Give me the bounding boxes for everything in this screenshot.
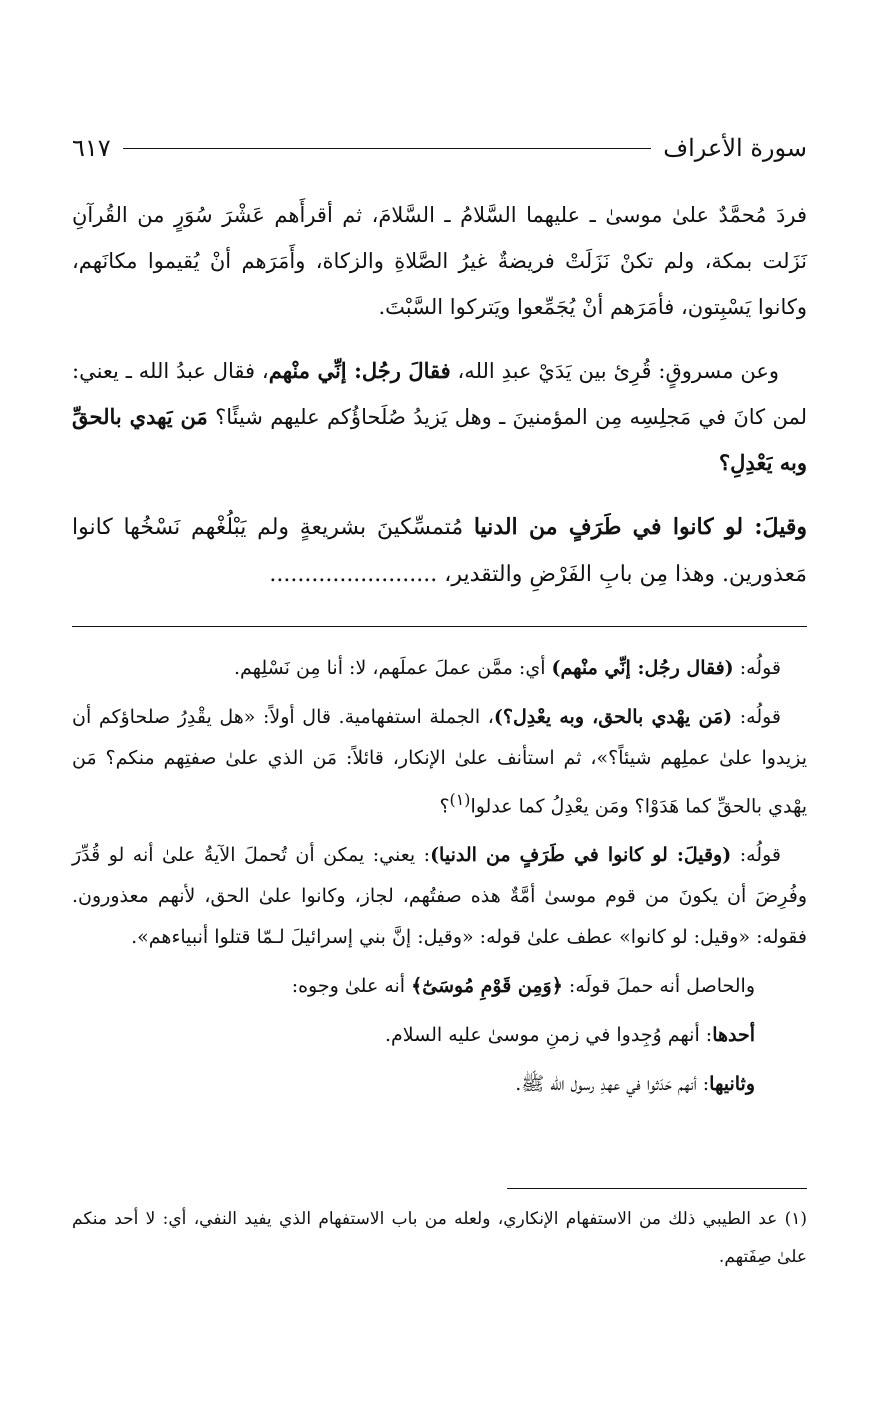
commentary-text bbox=[72, 648, 807, 1113]
commentary-2-lead: قولُه: bbox=[732, 706, 782, 728]
footnote-separator bbox=[507, 1188, 807, 1189]
header-rule bbox=[123, 148, 652, 149]
main-paragraph-3 bbox=[72, 504, 807, 598]
commentary-paragraph-2 bbox=[72, 697, 807, 827]
main-paragraph-3-bold: وقيلَ: لو كانوا في طَرَفٍ من الدنيا bbox=[473, 514, 807, 540]
commentary-1-lead: قولُه: bbox=[733, 657, 781, 679]
commentary-4-rest: أنه علىٰ وجوه: bbox=[291, 975, 412, 998]
main-text bbox=[72, 192, 807, 616]
commentary-3-bold: (وقيلَ: لو كانوا في طَرَفٍ من الدنيا) bbox=[430, 844, 732, 867]
section-separator bbox=[72, 626, 807, 627]
footnote bbox=[72, 1200, 807, 1276]
commentary-3-rest: : يعني: يمكن أن تُحملَ الآيةُ علىٰ أنه لو قُدِّرَ وفُرِضَ أن يكونَ من قوم موسىٰ أمَّةٌ هذه صفتُهم، لجاز، وكانوا علىٰ الحق، لأنهم معذورون. فقوله: «وقيل: لو كانوا» عطف علىٰ قوله: «وقيل: إنَّ بني إسرائيلَ لـمّا قتلوا أنبياءهم». bbox=[72, 844, 807, 949]
page-header bbox=[72, 128, 807, 168]
commentary-paragraph-5 bbox=[72, 1015, 807, 1056]
main-paragraph-2-bold-1: فقالَ رجُل: إنِّي منْهم bbox=[268, 358, 451, 383]
commentary-paragraph-6 bbox=[72, 1064, 807, 1105]
commentary-6-rest: : أنهم حَدَثوا في عهدِ رسول الله ﷺ. bbox=[515, 1073, 710, 1096]
commentary-2-end: ؟ bbox=[439, 795, 450, 818]
main-paragraph-2 bbox=[72, 348, 807, 486]
surah-title: سورة الأعراف bbox=[663, 134, 807, 162]
commentary-2-bold: (مَن يهْدي بالحق، وبه يعْدِل؟) bbox=[493, 706, 733, 728]
commentary-6-bold: وثانيها bbox=[709, 1073, 755, 1096]
commentary-paragraph-3 bbox=[72, 835, 807, 958]
main-paragraph-2-part-a: وعن مسروقٍ: قُرِئ بين يَدَيْ عبدِ الله، bbox=[450, 359, 779, 383]
commentary-3-lead: قولُه: bbox=[731, 844, 781, 867]
footnote-text: (١) عد الطيبي ذلك من الاستفهام الإنكاري، ولعله من باب الاستفهام الذي يفيد النفي، أي: لا أحد منكم علىٰ صِفَتهم. bbox=[72, 1209, 807, 1267]
main-paragraph-1-text: فردَ مُحمَّدٌ علىٰ موسىٰ ـ عليهما السَّلامُ ـ السَّلامَ، ثم أقرأَهم عَشْرَ سُوَرٍ من القُرآنِ نَزَلت بمكة، ولم تكنْ نَزَلَتْ فريضةٌ غيرُ الصَّلاةِ والزكاة، وأَمَرَهم أنْ يُقيموا مكانَهم، وكانوا يَسْبِتون، فأمَرَهم أنْ يُجَمِّعوا ويَتركوا السَّبْتَ. bbox=[72, 203, 807, 319]
footnote-reference[interactable]: (١) bbox=[449, 790, 471, 809]
main-paragraph-3-rest: مُتمسِّكينَ بشريعةٍ ولم يَبْلُغْهم نَسْخُها كانوا مَعذورين. وهذا مِن بابِ الفَرْضِ والتقدير، ........................ bbox=[72, 515, 807, 587]
commentary-1-bold: (فقال رجُل: إنِّي منْهم) bbox=[551, 657, 734, 679]
main-paragraph-2-bold-2: مَن يَهدي بالحقِّ وبه يَعْدِلِ؟ bbox=[72, 404, 807, 475]
page-number: ٦١٧ bbox=[72, 134, 111, 162]
commentary-paragraph-4 bbox=[72, 966, 807, 1007]
commentary-paragraph-1 bbox=[72, 648, 807, 689]
main-paragraph-1 bbox=[72, 192, 807, 330]
main-paragraph-2-part-b: ، فقال عبدُ الله ـ يعني: لمن كانَ في مَجلِسِه مِن المؤمنينَ ـ وهل يَزيدُ صُلَحاؤُكم عليهم شيئًا؟ bbox=[72, 359, 807, 429]
commentary-5-bold: أحدها bbox=[712, 1024, 755, 1047]
quran-verse: ﴿وَمِن قَوْمِ مُوسَىٰٓ﴾ bbox=[411, 975, 563, 998]
commentary-2-rest: ، الجملة استفهامية. قال أولاً: «هل يقْدِرُ صلحاؤكم أن يزيدوا علىٰ عملِهم شيئاً؟»، ثم استأنف علىٰ الإنكار، قائلاً: مَن الذي علىٰ صفتِهم منكم؟ مَن يهْدي بالحقِّ كما هَدَوْا؟ ومَن يعْدِلُ كما عدلوا bbox=[72, 706, 807, 818]
commentary-1-rest: أي: ممَّن عملَ عملَهم، لا: أنا مِن نَسْلِهم. bbox=[233, 657, 552, 679]
commentary-4-lead: والحاصل أنه حملَ قولَه: bbox=[562, 975, 755, 998]
commentary-5-rest: : أنهم وُجِدوا في زمنِ موسىٰ عليه السلام. bbox=[385, 1024, 713, 1047]
